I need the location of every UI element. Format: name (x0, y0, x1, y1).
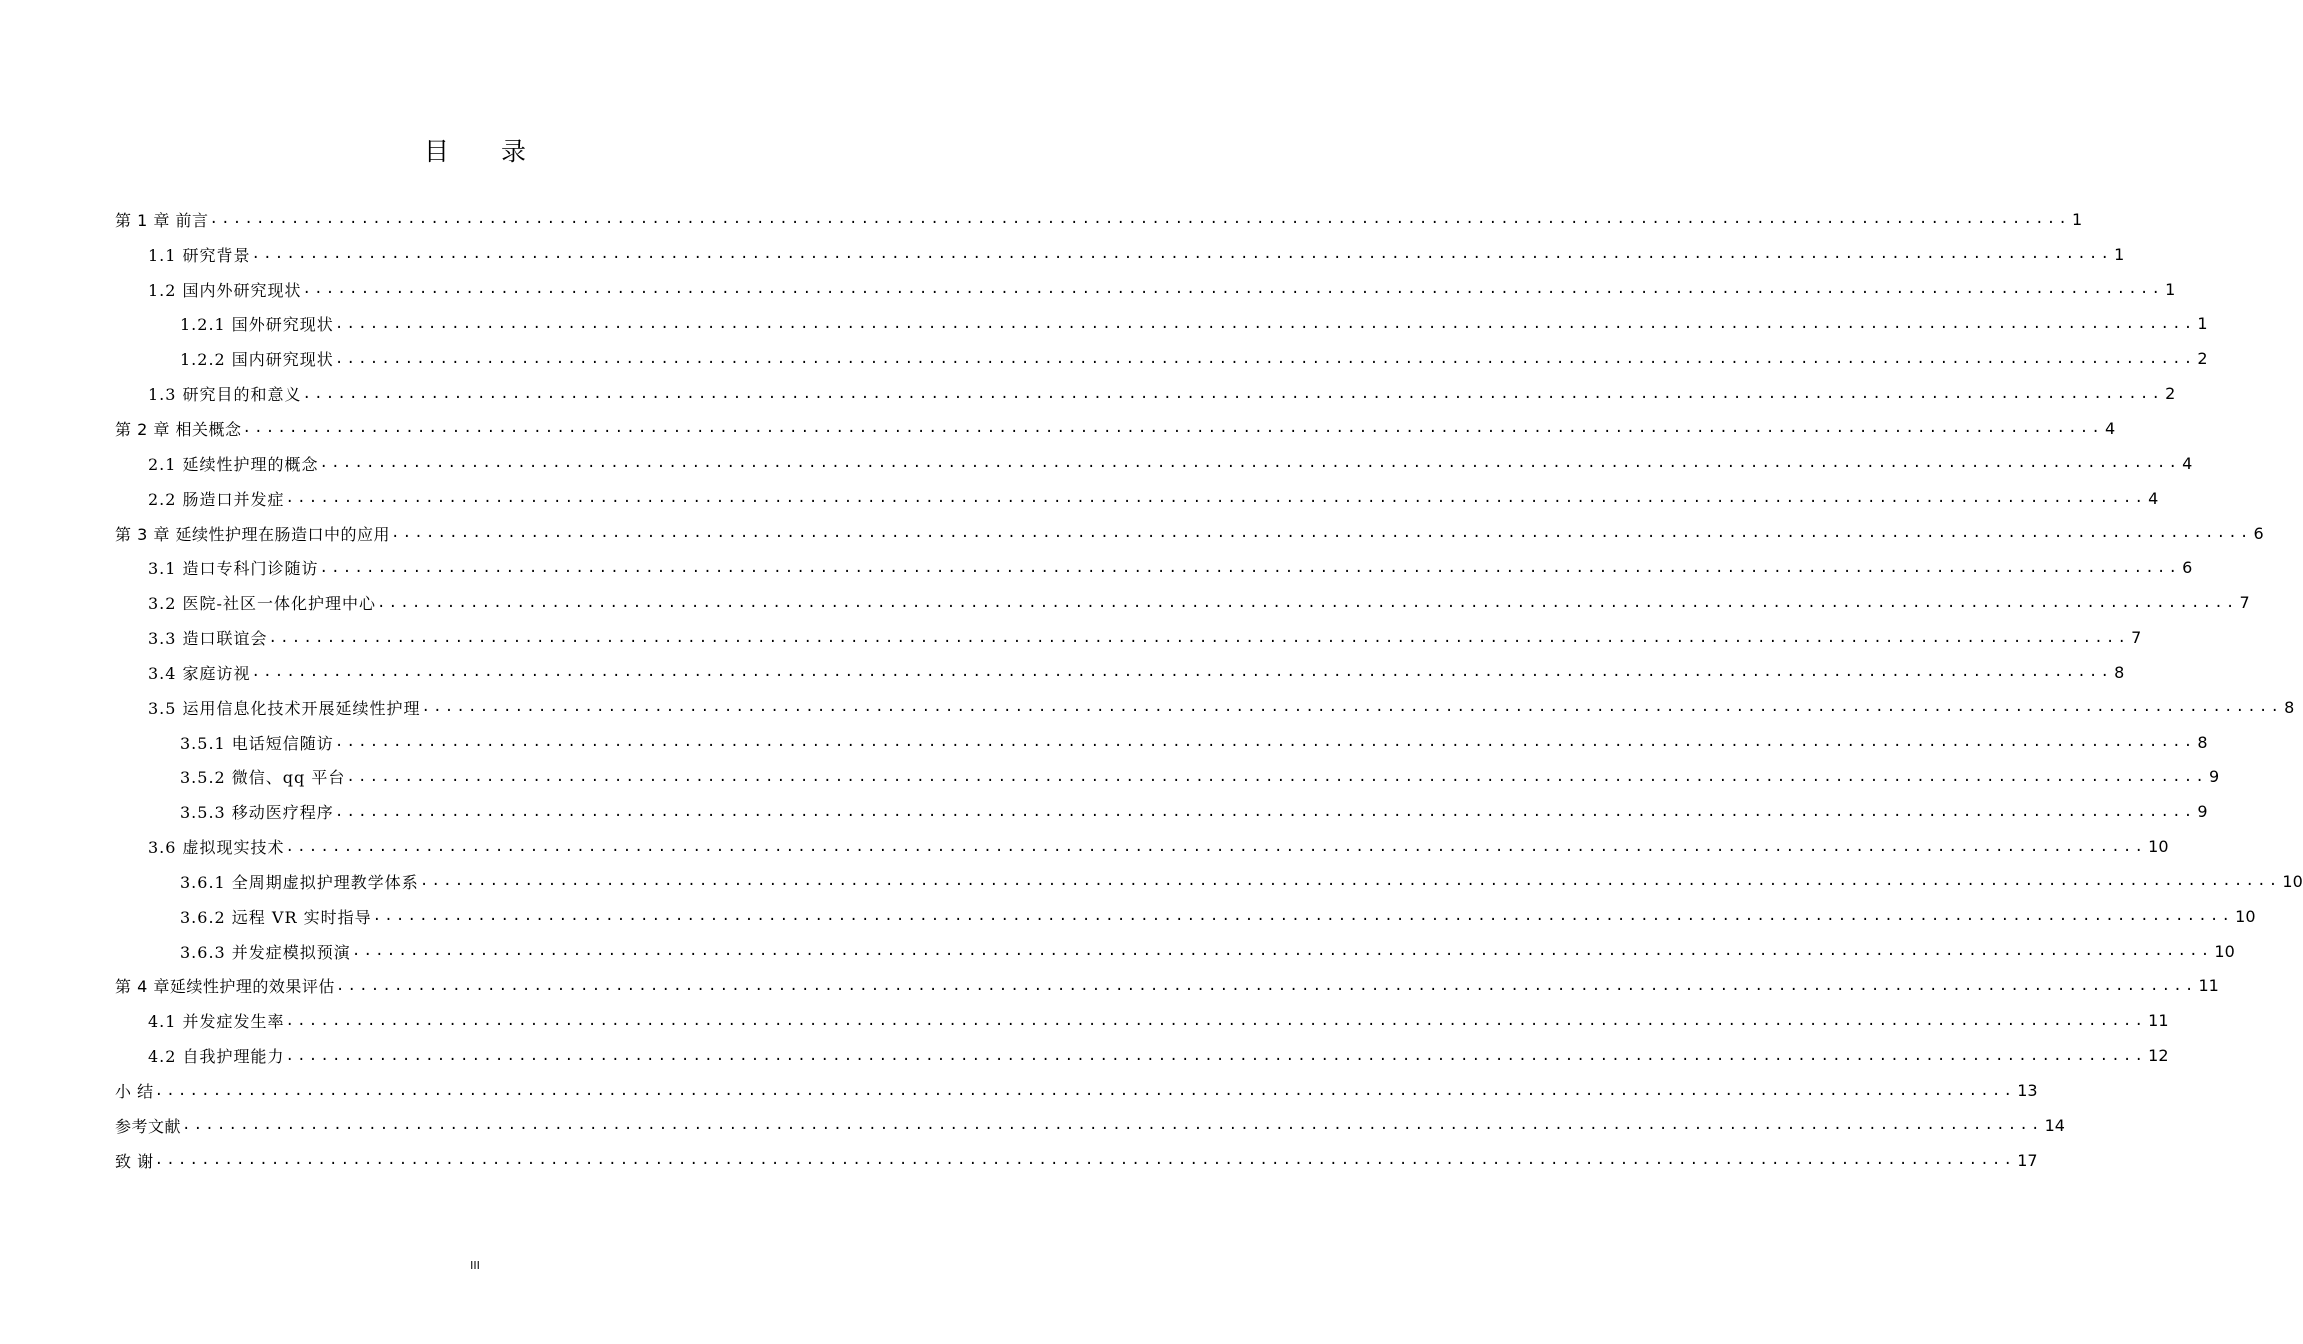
toc-entry-label: 第 3 章 延续性护理在肠造口中的应用 (115, 524, 390, 544)
toc-entry-label: 1.3 研究目的和意义 (148, 385, 302, 405)
toc-dot-leader: ................................................................................................................................................................ (285, 490, 2147, 507)
toc-entry-page: 1 (2072, 209, 2083, 229)
toc-dot-leader: ................................................................................................................................................................ (285, 838, 2147, 855)
toc-entry-label: 第 4 章延续性护理的效果评估 (115, 977, 335, 997)
toc-entry[interactable] (115, 202, 2083, 237)
toc-dot-leader: ................................................................................................................................................................ (154, 1082, 2016, 1099)
toc-dot-leader: ................................................................................................................................................................ (421, 699, 2283, 716)
toc-dot-leader: ................................................................................................................................................................ (334, 803, 2196, 820)
toc-entry-label: 3.5 运用信息化技术开展延续性护理 (148, 698, 421, 718)
toc-entry-label: 3.5.1 电话短信随访 (180, 733, 334, 753)
toc-entry[interactable] (115, 864, 2303, 899)
toc-dot-leader: ................................................................................................................................................................ (154, 1152, 2016, 1169)
toc-entry-label: 3.5.3 移动医疗程序 (180, 803, 334, 823)
toc-dot-leader: ................................................................................................................................................................ (251, 664, 2113, 681)
toc-entry[interactable] (115, 411, 2116, 446)
toc-entry-label: 3.1 造口专科门诊随访 (148, 559, 319, 579)
toc-entry-page: 7 (2131, 628, 2142, 648)
toc-entry-label: 第 1 章 前言 (115, 210, 209, 230)
toc-entry[interactable] (115, 376, 2176, 411)
toc-entry-label: 2.2 肠造口并发症 (148, 489, 285, 509)
toc-dot-leader: ................................................................................................................................................................ (334, 315, 2196, 332)
toc-dot-leader: ................................................................................................................................................................ (209, 211, 2071, 228)
toc-dot-leader: ................................................................................................................................................................ (346, 768, 2207, 785)
toc-entry[interactable] (115, 1143, 2038, 1178)
toc-dot-leader: ................................................................................................................................................................ (182, 1117, 2043, 1134)
toc-entry-page: 6 (2182, 558, 2193, 578)
toc-entry-label: 3.2 医院-社区一体化护理中心 (148, 594, 376, 614)
toc-entry[interactable] (115, 1003, 2169, 1038)
toc-entry[interactable] (115, 1038, 2169, 1073)
toc-dot-leader: ................................................................................................................................................................ (376, 594, 2238, 611)
toc-entry[interactable] (115, 690, 2295, 725)
toc-entry-page: 9 (2208, 767, 2220, 787)
toc-entry-page: 1 (2165, 279, 2176, 299)
toc-dot-leader: ................................................................................................................................................................ (372, 908, 2234, 925)
toc-entry-label: 1.2.1 国外研究现状 (180, 315, 334, 335)
toc-dot-leader: ................................................................................................................................................................ (285, 1012, 2147, 1029)
toc-entry-page: 14 (2044, 1115, 2065, 1135)
toc-dot-leader: ................................................................................................................................................................ (319, 559, 2181, 576)
toc-entry[interactable] (115, 760, 2220, 795)
toc-entry-page: 4 (2105, 418, 2116, 438)
toc-entry-page: 8 (2284, 697, 2295, 717)
toc-entry-page: 1 (2197, 314, 2208, 334)
toc-entry-label: 参考文献 (115, 1116, 182, 1136)
toc-entry-page: 8 (2114, 662, 2125, 682)
toc-entry-label: 小 结 (115, 1082, 154, 1102)
toc-entry-label: 2.1 延续性护理的概念 (148, 454, 319, 474)
toc-entry[interactable] (115, 585, 2250, 620)
toc-dot-leader: ................................................................................................................................................................ (419, 873, 2281, 890)
toc-entry-page: 9 (2197, 802, 2208, 822)
toc-entry[interactable] (115, 446, 2193, 481)
toc-entry-label: 第 2 章 相关概念 (115, 419, 242, 439)
toc-dot-leader: ................................................................................................................................................................ (302, 385, 2164, 402)
toc-entry-page: 17 (2017, 1150, 2038, 1170)
toc-entry[interactable] (115, 516, 2264, 551)
toc-entry-label: 1.2 国内外研究现状 (148, 280, 302, 300)
table-of-contents (115, 202, 2303, 1178)
toc-entry-label: 3.3 造口联谊会 (148, 629, 268, 649)
toc-entry[interactable] (115, 829, 2169, 864)
toc-entry[interactable] (115, 934, 2235, 969)
toc-entry-page: 2 (2197, 349, 2208, 369)
toc-entry-page: 2 (2165, 384, 2176, 404)
toc-entry-label: 3.6.2 远程 VR 实时指导 (180, 907, 372, 927)
toc-entry-label: 4.1 并发症发生率 (148, 1012, 285, 1032)
toc-entry[interactable] (115, 307, 2208, 342)
toc-dot-leader: ................................................................................................................................................................ (302, 281, 2164, 298)
toc-dot-leader: ................................................................................................................................................................ (351, 943, 2213, 960)
page-number-footer: III (470, 1259, 480, 1272)
toc-dot-leader: ................................................................................................................................................................ (251, 246, 2113, 263)
toc-entry-page: 7 (2239, 593, 2250, 613)
toc-entry[interactable] (115, 341, 2208, 376)
toc-entry[interactable] (115, 620, 2142, 655)
toc-dot-leader: ................................................................................................................................................................ (334, 734, 2196, 751)
page-title: 目 录 (424, 137, 548, 166)
toc-entry-page: 11 (2148, 1011, 2169, 1031)
toc-entry-label: 3.6.3 并发症模拟预演 (180, 942, 351, 962)
toc-entry[interactable] (115, 272, 2176, 307)
toc-entry[interactable] (115, 550, 2193, 585)
toc-entry[interactable] (115, 237, 2125, 272)
toc-entry-page: 11 (2198, 976, 2219, 996)
toc-entry-label: 1.1 研究背景 (148, 245, 251, 265)
toc-entry-page: 8 (2197, 732, 2208, 752)
toc-entry-page: 10 (2214, 941, 2235, 961)
toc-entry[interactable] (115, 655, 2125, 690)
toc-dot-leader: ................................................................................................................................................................ (334, 350, 2196, 367)
toc-entry-page: 4 (2148, 488, 2159, 508)
toc-entry[interactable] (115, 725, 2208, 760)
toc-entry[interactable] (115, 1073, 2038, 1108)
toc-entry-page: 10 (2235, 906, 2256, 926)
toc-entry-label: 3.4 家庭访视 (148, 663, 251, 683)
toc-dot-leader: ................................................................................................................................................................ (335, 977, 2197, 994)
toc-entry-page: 6 (2253, 523, 2264, 543)
toc-entry-page: 10 (2282, 871, 2303, 891)
toc-entry-page: 12 (2148, 1046, 2169, 1066)
toc-entry-label: 4.2 自我护理能力 (148, 1047, 285, 1067)
toc-entry-label: 3.6.1 全周期虚拟护理教学体系 (180, 872, 419, 892)
toc-dot-leader: ................................................................................................................................................................ (319, 455, 2181, 472)
toc-entry-label: 致 谢 (115, 1151, 154, 1171)
toc-entry-page: 1 (2114, 244, 2125, 264)
toc-dot-leader: ................................................................................................................................................................ (390, 525, 2252, 542)
toc-entry[interactable] (115, 969, 2219, 1004)
toc-entry[interactable] (115, 899, 2256, 934)
toc-entry-page: 13 (2017, 1081, 2038, 1101)
toc-entry-page: 10 (2148, 837, 2169, 857)
toc-entry[interactable] (115, 1108, 2065, 1143)
toc-dot-leader: ................................................................................................................................................................ (268, 629, 2130, 646)
toc-dot-leader: ................................................................................................................................................................ (285, 1047, 2147, 1064)
toc-entry-page: 4 (2182, 453, 2193, 473)
toc-entry[interactable] (115, 794, 2208, 829)
toc-entry-label: 3.5.2 微信、qq 平台 (180, 768, 346, 788)
toc-entry[interactable] (115, 481, 2159, 516)
toc-entry-label: 3.6 虚拟现实技术 (148, 838, 285, 858)
toc-entry-label: 1.2.2 国内研究现状 (180, 350, 334, 370)
toc-dot-leader: ................................................................................................................................................................ (242, 420, 2104, 437)
